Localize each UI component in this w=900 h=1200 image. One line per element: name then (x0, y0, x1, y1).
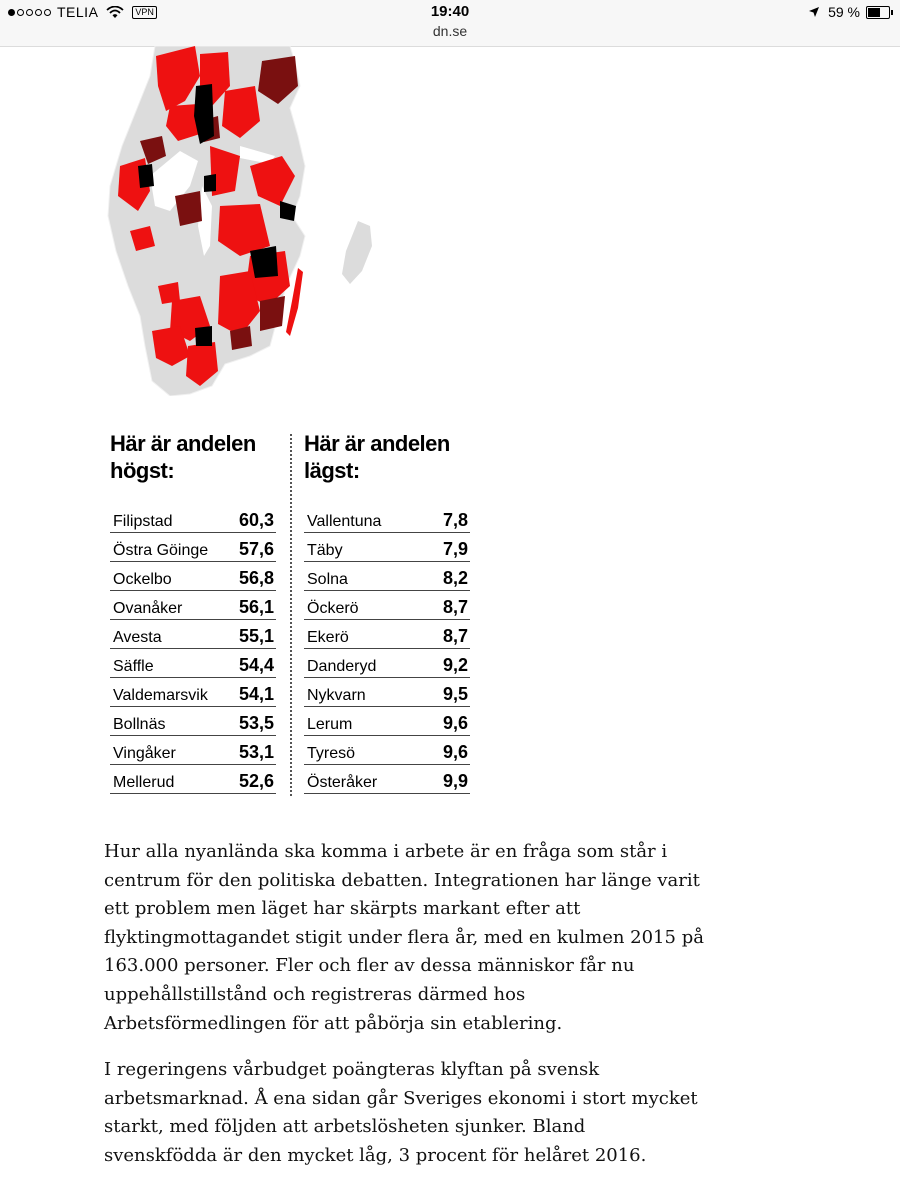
share-value: 9,2 (442, 655, 468, 675)
municipality-name: Ekerö (307, 629, 349, 646)
battery-percent: 59 % (828, 4, 860, 20)
highest-heading-line2: högst: (110, 458, 175, 483)
map-region-black (138, 164, 154, 188)
highest-heading-line1: Här är andelen (110, 431, 256, 456)
share-value: 9,6 (442, 742, 468, 762)
table-row (110, 591, 276, 620)
map-region-dark (260, 296, 285, 331)
municipality-name: Mellerud (113, 774, 175, 791)
municipality-name: Danderyd (307, 658, 377, 675)
battery-icon (866, 6, 890, 19)
article-body (104, 838, 704, 1189)
share-value: 53,5 (238, 713, 274, 733)
table-row (304, 591, 470, 620)
table-row (304, 736, 470, 765)
highest-share-table (110, 430, 274, 791)
highest-heading (110, 430, 270, 502)
map-island (342, 221, 372, 284)
table-row (110, 736, 276, 765)
table-row (110, 765, 276, 794)
table-row (110, 649, 276, 678)
share-value: 56,8 (238, 568, 274, 588)
address-url[interactable]: dn.se (432, 23, 468, 39)
share-value: 57,6 (238, 539, 274, 559)
share-value: 55,1 (238, 626, 274, 646)
share-value: 7,9 (442, 539, 468, 559)
article-paragraph: I regeringens vårbudget poängteras klyftan på svensk arbetsmarknad. Å ena sidan går Sveriges ekonomi i stort mycket starkt, med följden att arbetslösheten sjunker. Bland svenskfödda är den mycket låg, 3 procent för helåret 2016. (104, 1059, 698, 1166)
share-value: 7,8 (442, 510, 468, 530)
share-value: 9,9 (442, 771, 468, 791)
table-row (304, 678, 470, 707)
table-row (110, 562, 276, 591)
lowest-heading (304, 430, 464, 502)
municipality-name: Filipstad (113, 513, 173, 530)
municipality-name: Täby (307, 542, 343, 559)
municipality-name: Tyresö (307, 745, 356, 762)
municipality-name: Vingåker (113, 745, 176, 762)
municipality-name: Ovanåker (113, 600, 183, 617)
share-value: 8,7 (442, 626, 468, 646)
municipality-name: Ockelbo (113, 571, 172, 588)
share-value: 8,7 (442, 597, 468, 617)
map-region-black (204, 174, 216, 192)
table-divider (290, 434, 292, 796)
table-row (304, 533, 470, 562)
share-value: 56,1 (238, 597, 274, 617)
table-row (110, 678, 276, 707)
table-row (304, 620, 470, 649)
municipality-name: Lerum (307, 716, 353, 733)
share-value: 53,1 (238, 742, 274, 762)
table-row (110, 707, 276, 736)
municipality-name: Vallentuna (307, 513, 382, 530)
table-row (110, 620, 276, 649)
municipality-name: Bollnäs (113, 716, 166, 733)
status-right (808, 4, 890, 20)
clock: 19:40 (430, 3, 470, 20)
lowest-heading-line2: lägst: (304, 458, 360, 483)
municipality-name: Österåker (307, 774, 378, 791)
municipality-tables (108, 430, 478, 800)
map-region-black (195, 326, 212, 346)
table-row (304, 707, 470, 736)
table-row (110, 504, 276, 533)
municipality-map (100, 46, 390, 396)
highest-rows (110, 504, 276, 794)
share-value: 54,4 (238, 655, 274, 675)
municipality-name: Nykvarn (307, 687, 366, 704)
lowest-rows (304, 504, 470, 794)
battery-fill (868, 8, 880, 17)
municipality-name: Öckerö (307, 600, 359, 617)
municipality-name: Säffle (113, 658, 154, 675)
vpn-badge: VPN (132, 6, 157, 19)
table-row (304, 504, 470, 533)
location-arrow-icon (808, 6, 820, 18)
map-region-black (250, 246, 278, 278)
table-row (110, 533, 276, 562)
share-value: 9,6 (442, 713, 468, 733)
municipality-name: Solna (307, 571, 348, 588)
lowest-share-table (304, 430, 468, 791)
share-value: 9,5 (442, 684, 468, 704)
share-value: 60,3 (238, 510, 274, 530)
municipality-name: Avesta (113, 629, 162, 646)
table-row (304, 562, 470, 591)
share-value: 54,1 (238, 684, 274, 704)
municipality-name: Valdemarsvik (113, 687, 208, 704)
share-value: 8,2 (442, 568, 468, 588)
table-row (304, 765, 470, 794)
article-paragraph: Hur alla nyanlända ska komma i arbete är en fråga som står i centrum för den politiska debatten. Integrationen har länge varit ett problem men läget har skärpts markant efter att flyktingmottagandet stigit under flera år, med en kulmen 2015 på 163.000 personer. Fler och fler av dessa människor får nu uppehållstillstånd och registreras därmed hos Arbetsförmedlingen för att påbörja sin etablering. (104, 841, 704, 1034)
lowest-heading-line1: Här är andelen (304, 431, 450, 456)
municipality-name: Östra Göinge (113, 542, 209, 559)
share-value: 52,6 (238, 771, 274, 791)
status-bar (0, 0, 900, 47)
table-row (304, 649, 470, 678)
carrier-name: TELIA (57, 4, 99, 20)
